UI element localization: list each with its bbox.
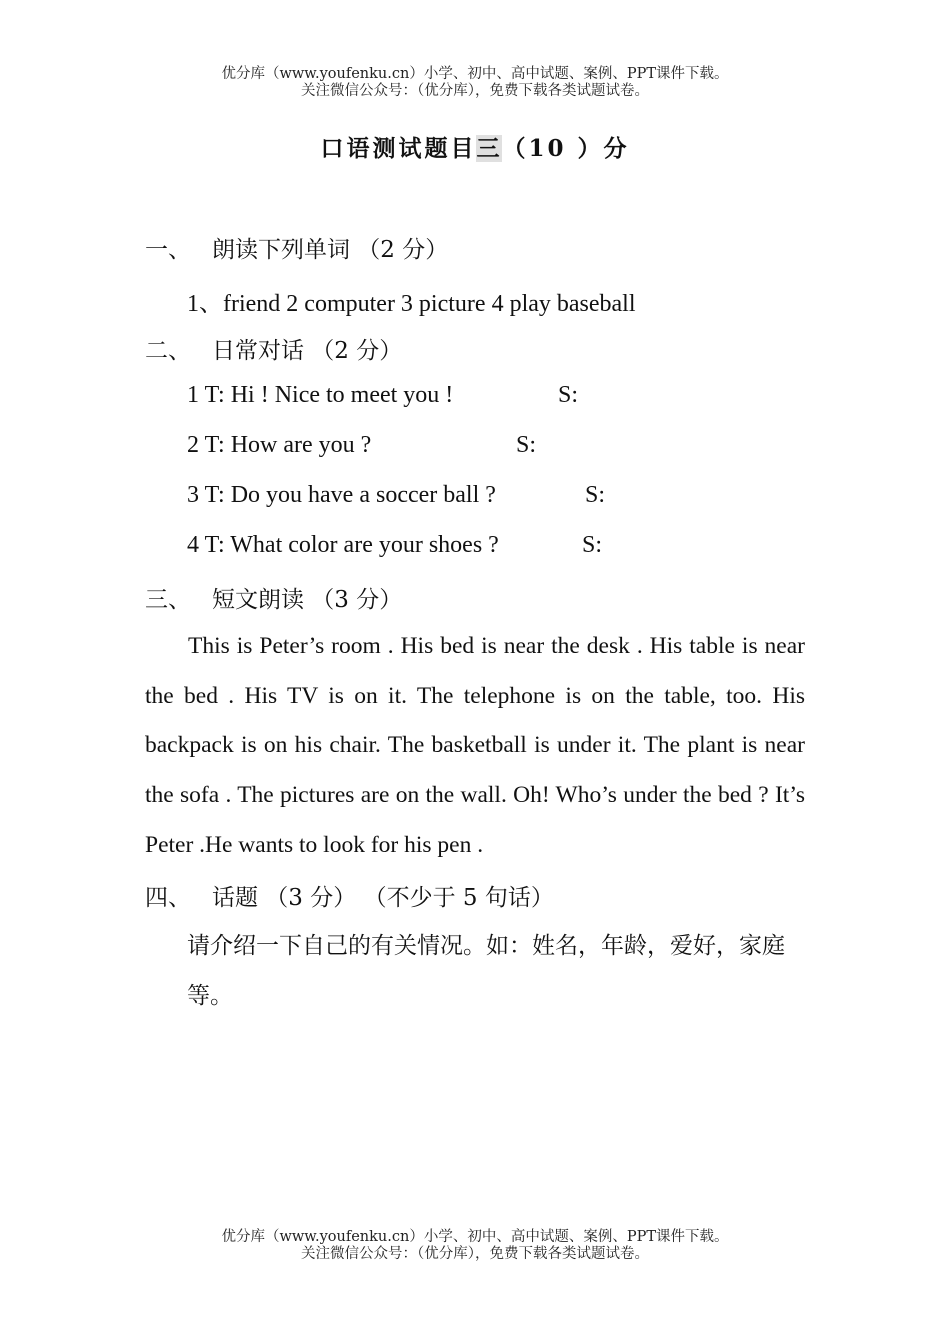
dialogue-item — [0, 382, 950, 414]
section-title: 朗读下列单词 （2 分） — [212, 237, 449, 263]
page-footer — [0, 1229, 950, 1263]
section-number: 一、 — [145, 237, 191, 263]
title-highlight: 三 — [476, 135, 503, 162]
footer-line-2: 关注微信公众号：（优分库），免费下载各类试题试卷。 — [301, 1246, 649, 1262]
teacher-question: 3 T: Do you have a soccer ball ? — [187, 482, 496, 508]
page-header — [0, 66, 950, 100]
section-title: 短文朗读 （3 分） — [212, 587, 403, 613]
footer-line-1: 优分库（www.youfenku.cn）小学、初中、高中试题、案例、PPT课件下载。 — [221, 1229, 729, 1245]
section-title: 话题 （3 分） （不少于 5 句话） — [212, 885, 554, 911]
teacher-question: 2 T: How are you ? — [187, 432, 372, 458]
reading-passage: This is Peter’s room . His bed is near the desk . His table is near the bed . His TV is on it. The telephone is on the table, too. His backpack is on his chair. The basketball is under it. The plant is near the sofa . The pictures are on the wall. Oh! Who’s under the bed ? It’s Peter .He wants to look for his pen . — [145, 633, 805, 858]
section-1-heading — [0, 231, 950, 263]
header-line-2: 关注微信公众号：（优分库），免费下载各类试题试卷。 — [301, 83, 649, 99]
section-number: 三、 — [145, 587, 191, 613]
section-4-heading — [0, 879, 950, 911]
title-prefix: 口语测试题目 — [320, 135, 477, 162]
section-title: 日常对话 （2 分） — [212, 338, 403, 364]
teacher-question: 1 T: Hi ! Nice to meet you ! — [187, 382, 454, 408]
student-answer-label: S: — [516, 432, 537, 458]
section-3-heading — [0, 581, 950, 613]
title-suffix: （10 ）分 — [502, 135, 630, 162]
student-answer-label: S: — [582, 532, 603, 558]
section-number: 四、 — [145, 885, 191, 911]
dialogue-item — [0, 482, 950, 514]
header-line-1: 优分库（www.youfenku.cn）小学、初中、高中试题、案例、PPT课件下载。 — [221, 66, 729, 82]
topic-prompt: 请介绍一下自己的有关情况。如：姓名，年龄，爱好，家庭等。 — [187, 933, 785, 1009]
teacher-question: 4 T: What color are your shoes ? — [187, 532, 499, 558]
student-answer-label: S: — [585, 482, 606, 508]
word-list: 1、friend 2 computer 3 picture 4 play baseball — [187, 291, 636, 317]
student-answer-label: S: — [558, 382, 579, 408]
page-title — [0, 130, 950, 163]
dialogue-item — [0, 532, 950, 564]
section-number: 二、 — [145, 338, 191, 364]
section-2-heading — [0, 332, 950, 364]
dialogue-item — [0, 432, 950, 464]
